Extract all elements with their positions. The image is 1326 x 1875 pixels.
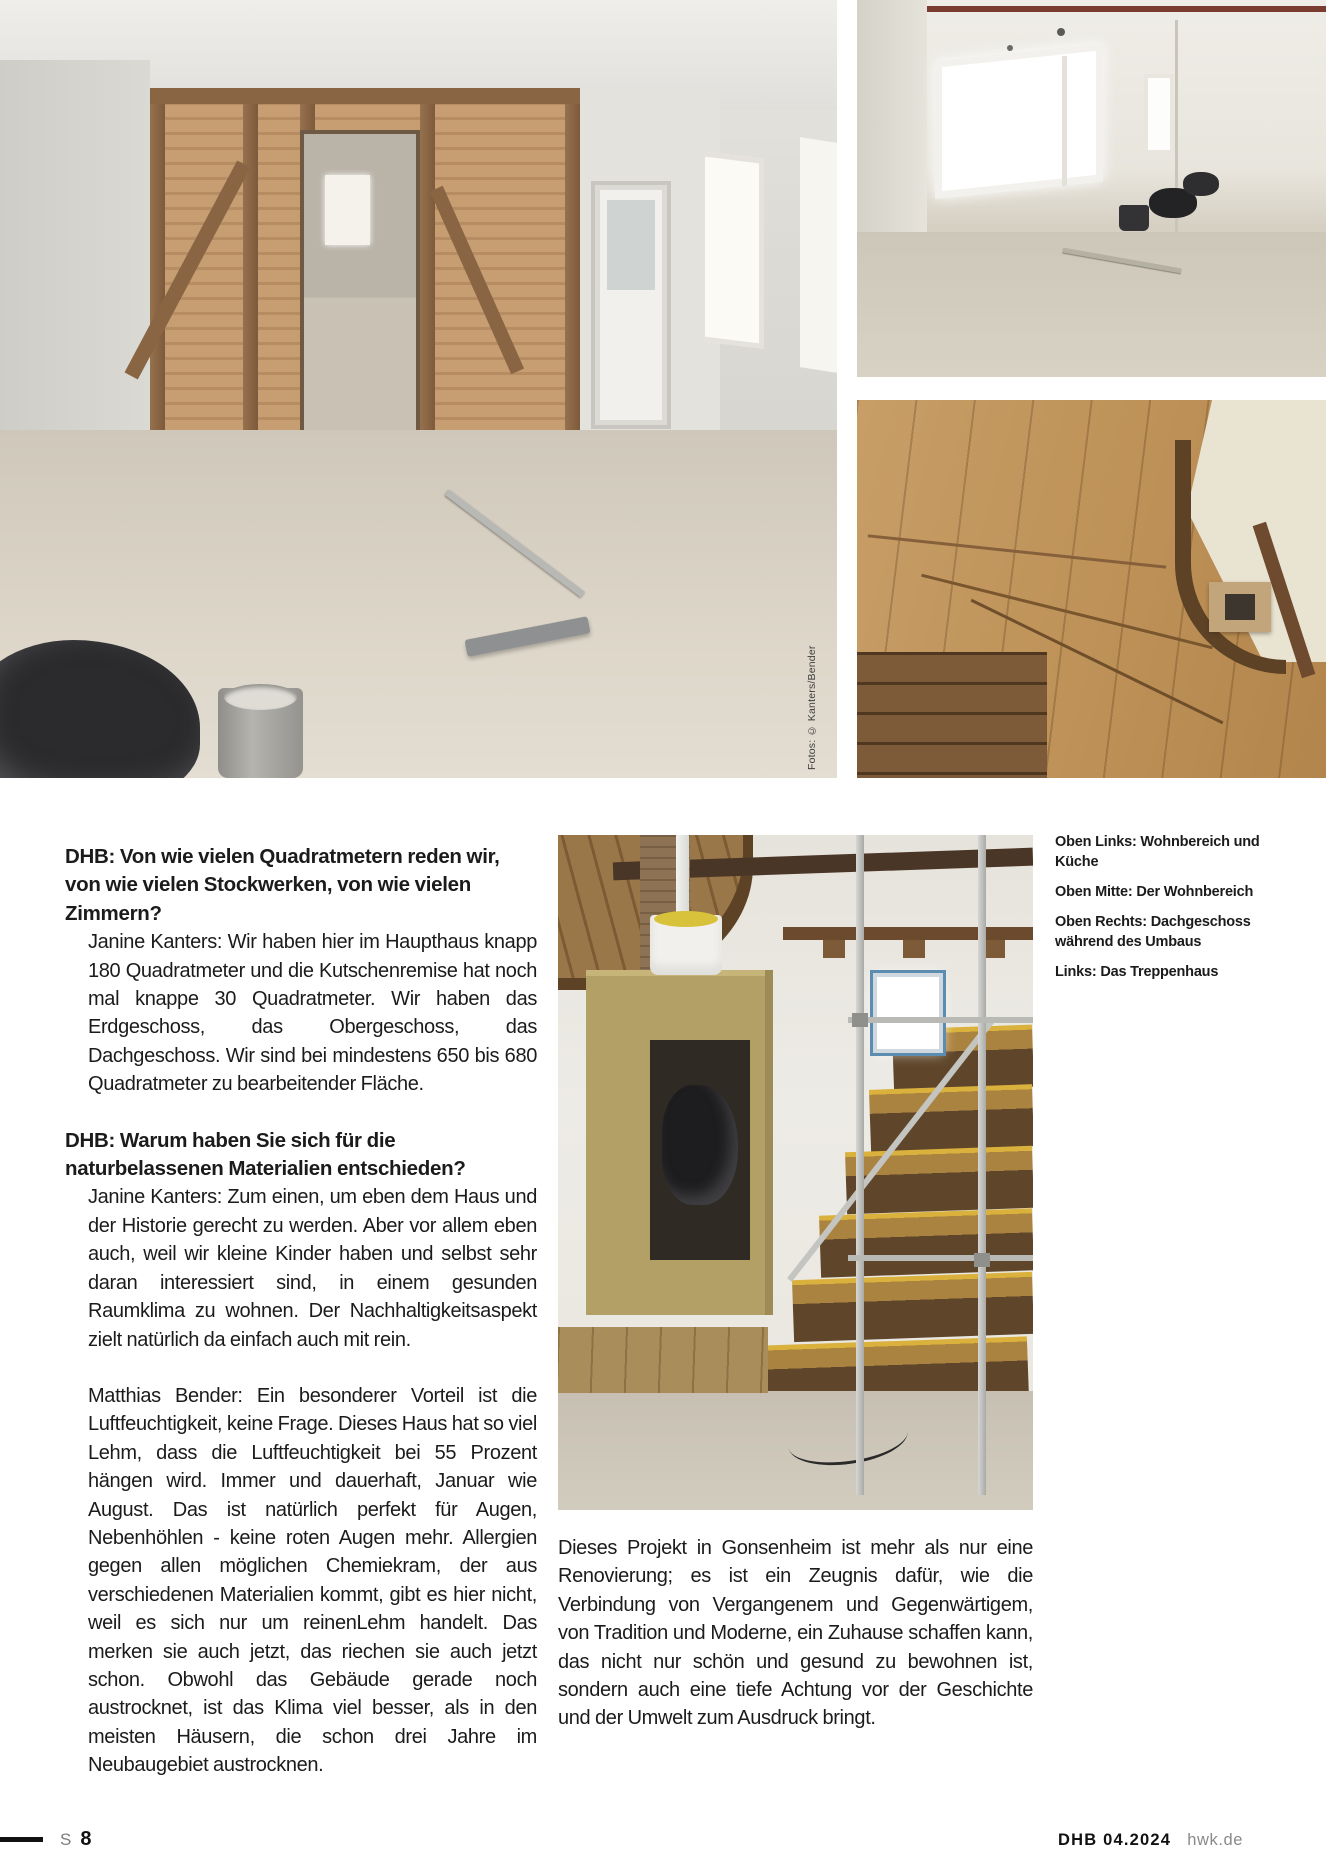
closing-paragraph: Dieses Projekt in Gonsenheim ist mehr als nur eine Renovierung; es ist ein Zeugnis dafür, wie die Verbindung von Vergangenem und Gegenwärtigem, von Tradition und Moderne, ein Zuhause schaffen kann, das nicht nur schön und gesund zu bewohnen ist, sondern auch eine tiefe Achtung vor der Geschichte und der Umwelt zum Ausdruck bringt. [558, 1537, 1033, 1730]
photo4-scaffold-coupler [852, 1013, 868, 1027]
photo4-scaffold-pole [978, 835, 986, 1495]
photo4-scaffold-bar [848, 1255, 1033, 1261]
article-column-middle [558, 1534, 1033, 1733]
footer-issue: DHB 04.2024 [1058, 1831, 1172, 1849]
photo3-lower-steps [857, 652, 1047, 778]
photo1-mortar [224, 684, 297, 710]
caption-oben-rechts: Oben Rechts: Dachgeschoss während des Umbaus [1055, 914, 1251, 950]
answer-paragraph-1: Janine Kanters: Wir haben hier im Haupthaus knapp 180 Quadratmeter und die Kutschenremise hat noch mal knappe 30 Quadratmeter. Wir haben das Erdgeschoss, das Obergeschoss, das Dachgeschoss. Wir sind bei mindestens 650 bis 680 Quadratmeter zu bearbeitender Fläche. [88, 931, 537, 1096]
photo2-black-bag [1183, 172, 1219, 196]
photo2-small-window [1144, 74, 1174, 154]
footer-page-prefix: S [60, 1830, 73, 1849]
photo1-window-right [800, 137, 837, 373]
photo4-beam-tenon [903, 940, 925, 958]
photo4-beam-tenon [823, 940, 845, 958]
photo4-wall-beam [783, 927, 1033, 940]
photo4-bucket-content [654, 911, 718, 927]
caption-oben-links: Oben Links: Wohnbereich und Küche [1055, 834, 1260, 870]
photo2-ceiling-pipe [872, 6, 1326, 12]
photo1-timber-beam [150, 88, 580, 104]
photo1-timber-post [150, 104, 165, 435]
photo1-timber-post [565, 104, 580, 435]
photo-living-area-kitchen [0, 0, 837, 778]
photo3-outlet-opening [1225, 594, 1255, 620]
photo-wohnbereich [857, 0, 1326, 377]
photo1-door-glass [607, 200, 655, 290]
photo4-window-blue-frame [873, 973, 943, 1053]
photo4-beam-tenon [983, 940, 1005, 958]
photo-credit: Fotos: © Kanters/Bender [806, 645, 818, 770]
photo2-bucket [1119, 205, 1149, 231]
footer-page-number [60, 1828, 91, 1851]
photo2-window-mullion [1062, 56, 1067, 187]
footer-issue-info [1058, 1831, 1243, 1850]
photo1-timber-post [420, 104, 435, 435]
photo-captions [1055, 832, 1295, 992]
footer-website: hwk.de [1187, 1831, 1244, 1849]
question-heading-1: DHB: Von wie vielen Quadratmetern reden wir, von wie vielen Stockwerken, von wie vielen Zimmern? [65, 845, 500, 925]
photo2-ceiling-spot [1057, 28, 1065, 36]
photo2-large-window [935, 43, 1103, 199]
photo4-floor-boards [558, 1327, 768, 1393]
photo-treppe-dachgeschoss [857, 400, 1326, 778]
photo1-back-window [325, 175, 370, 245]
caption-links: Links: Das Treppenhaus [1055, 964, 1219, 980]
photo4-stair-tread [792, 1272, 1033, 1342]
caption-oben-mitte: Oben Mitte: Der Wohnbereich [1055, 884, 1254, 900]
photo4-scaffold-bar [848, 1017, 1033, 1023]
photo4-black-bag [662, 1085, 738, 1205]
photo2-ceiling-spot [1007, 45, 1013, 51]
answer-paragraph-2: Janine Kanters: Zum einen, um eben dem Haus und der Historie gerecht zu werden. Aber vor allem eben auch, weil wir kleine Kinder haben und selbst sehr daran interessiert sind, in einem gesunden Raumklima zu wohnen. Der Nachhaltigkeitsaspekt zielt natürlich da einfach auch mit rein. [88, 1186, 537, 1351]
footer-rule [0, 1837, 43, 1842]
photo4-stair-tread [845, 1146, 1033, 1214]
photo-treppenhaus-umbau [558, 835, 1033, 1510]
answer-paragraph-3: Matthias Bender: Ein besonderer Vorteil ist die Luftfeuchtigkeit, keine Frage. Dieses Haus hat so viel Lehm, dass die Luftfeuchtigkeit bei 55 Prozent hängen wird. Immer und dauerhaft, Januar wie August. Das ist natürlich perfekt für Augen, Nebenhöhlen - keine roten Augen mehr. Allergien gegen allen möglichen Chemiekram, der aus verschiedenen Materialien kommt, gibt es hier nicht, weil es sich nur um reinenLehm handelt. Das merken sie auch jetzt, das riechen sie auch jetzt schon. Obwohl das Gebäude gerade noch austrocknet, ist das Klima viel besser, als in den meisten Häusern, die schon drei Jahre im Neubaugebiet austrocknen. [88, 1384, 537, 1777]
photo4-scaffold-pole [856, 835, 864, 1495]
article-column-left [65, 843, 537, 1780]
photo4-stair-tread [819, 1208, 1033, 1277]
photo1-timber-post [243, 104, 258, 435]
photo4-scaffold-coupler [974, 1253, 990, 1267]
photo1-window [700, 151, 764, 349]
footer-page-num: 8 [80, 1828, 92, 1850]
question-heading-2: DHB: Warum haben Sie sich für die naturbelassenen Materialien entschieden? [65, 1128, 466, 1181]
photo2-left-wall [857, 0, 927, 260]
photo1-left-wall [0, 60, 150, 480]
